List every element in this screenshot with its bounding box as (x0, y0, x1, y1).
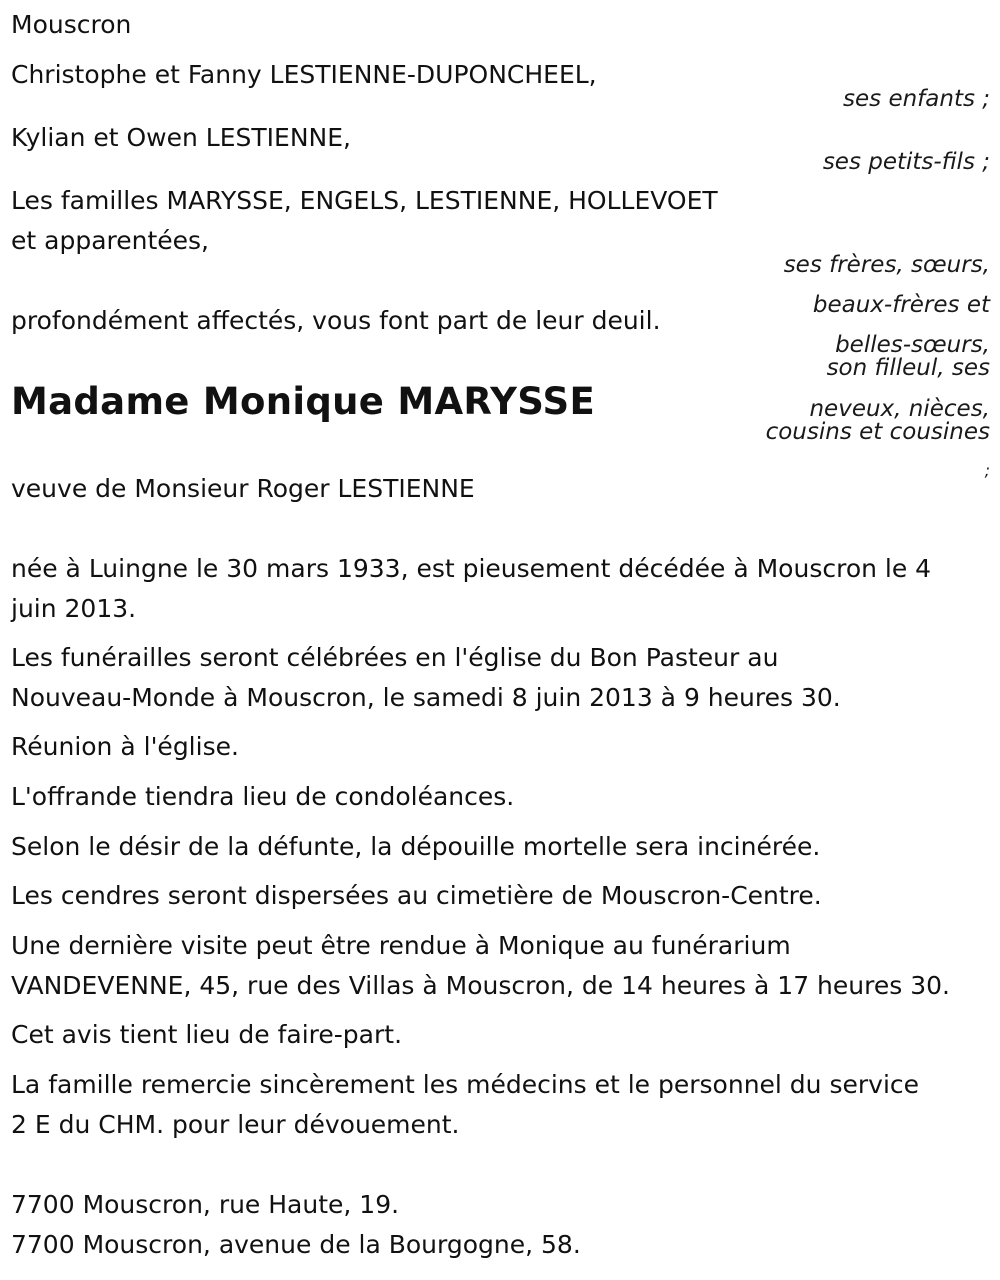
family-grandchildren-names: Kylian et Owen LESTIENNE, (11, 123, 351, 152)
detail-line: juin 2013. (11, 594, 137, 623)
detail-line: VANDEVENNE, 45, rue des Villas à Mouscron, de 14 heures à 17 heures 30. (11, 971, 950, 1000)
detail-line: 2 E du CHM. pour leur dévouement. (11, 1110, 460, 1139)
family-relatives-names-line2: et apparentées, (11, 226, 209, 255)
family-children-names: Christophe et Fanny LESTIENNE-DUPONCHEEL, (11, 60, 597, 89)
family-grandchildren-role: ses petits-fils ; (822, 149, 990, 175)
family-relatives-role-line: beaux-frères et (812, 292, 990, 318)
family-relatives-role-line: belles-sœurs, (835, 332, 990, 358)
family-relatives-names-line1: Les familles MARYSSE, ENGELS, LESTIENNE, HOLLEVOET (11, 186, 718, 215)
address-line: 7700 Mouscron, rue Haute, 19. (11, 1190, 400, 1219)
family-relatives-role-line: cousins et cousines (765, 419, 990, 445)
detail-line: née à Luingne le 30 mars 1933, est pieusement décédée à Mouscron le 4 (11, 554, 932, 583)
city-header: Mouscron (11, 10, 132, 39)
deceased-name: Madame Monique MARYSSE (11, 380, 596, 423)
detail-line: La famille remercie sincèrement les médecins et le personnel du service (11, 1070, 920, 1099)
detail-line: Une dernière visite peut être rendue à Monique au funérarium (11, 931, 791, 960)
family-relatives-role-line: neveux, nièces, (809, 396, 990, 422)
detail-line: Nouveau-Monde à Mouscron, le samedi 8 juin 2013 à 9 heures 30. (11, 683, 841, 712)
announcement-text: profondément affectés, vous font part de leur deuil. (11, 306, 661, 335)
deceased-widow-of: veuve de Monsieur Roger LESTIENNE (11, 474, 475, 503)
detail-line: Cet avis tient lieu de faire-part. (11, 1020, 403, 1049)
family-relatives-role-line: son filleul, ses (826, 355, 990, 381)
detail-line: Réunion à l'église. (11, 732, 239, 761)
family-relatives-role-line: ses frères, sœurs, (783, 252, 990, 278)
family-relatives-role-line: ; (984, 461, 990, 480)
detail-line: Selon le désir de la défunte, la dépouille mortelle sera incinérée. (11, 832, 821, 861)
detail-line: Les funérailles seront célébrées en l'église du Bon Pasteur au (11, 643, 779, 672)
family-children-role: ses enfants ; (843, 86, 990, 112)
detail-line: L'offrande tiendra lieu de condoléances. (11, 782, 515, 811)
detail-line: Les cendres seront dispersées au cimetière de Mouscron-Centre. (11, 881, 822, 910)
address-line: 7700 Mouscron, avenue de la Bourgogne, 58. (11, 1230, 581, 1259)
